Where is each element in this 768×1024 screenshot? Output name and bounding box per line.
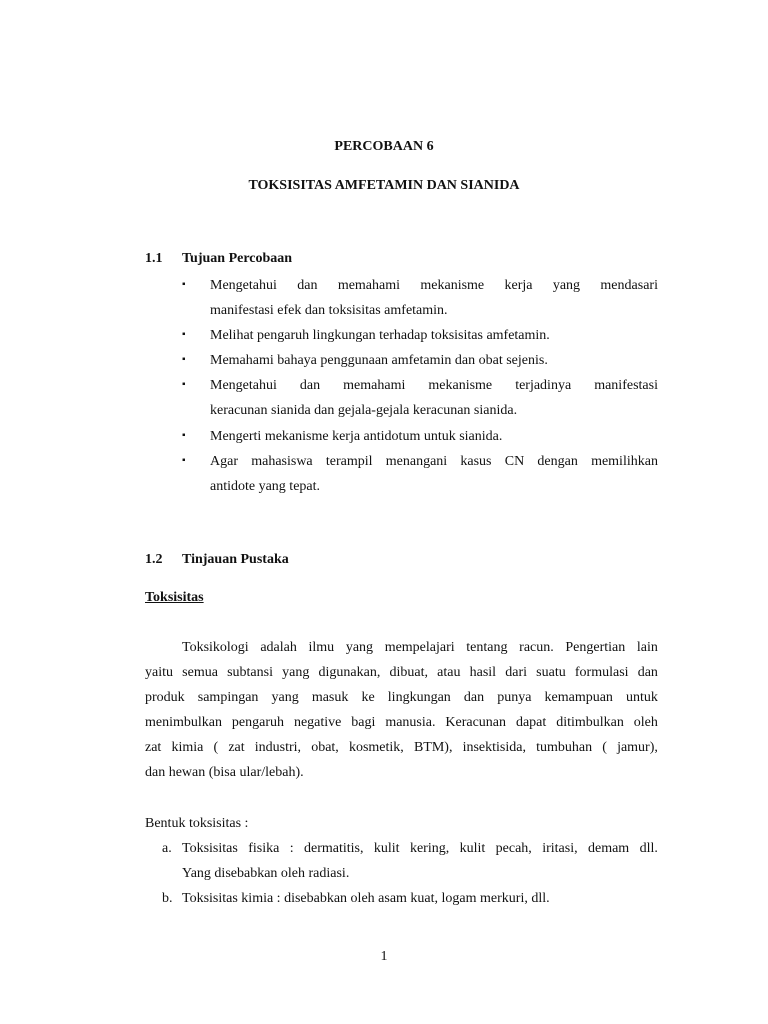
word: negative (293, 715, 342, 730)
word: masuk (311, 690, 349, 705)
word: sampingan (197, 690, 259, 705)
word: menangani (385, 454, 448, 469)
list-item-line (210, 455, 658, 469)
word: dengan (537, 454, 578, 469)
word: CN (504, 454, 525, 469)
word: semua (182, 665, 218, 680)
word: digunakan, (318, 665, 381, 680)
bullet-icon: ▪ (182, 430, 186, 441)
word: demam (587, 841, 630, 856)
section-heading: Tujuan Percobaan (182, 251, 293, 266)
word: kimia (171, 740, 204, 755)
list-item-line (182, 842, 658, 856)
list-item-line: antidote yang tepat. (210, 479, 321, 494)
word: kering, (409, 841, 450, 856)
word: mahasiswa (251, 454, 313, 469)
list-item-line: Mengerti mekanisme kerja antidotum untuk sianida. (210, 429, 503, 444)
word: manusia. (385, 715, 436, 730)
paragraph-line (145, 691, 658, 705)
section-heading: Tinjauan Pustaka (182, 552, 289, 567)
word: menimbulkan (145, 715, 222, 730)
word: yang (282, 665, 310, 680)
paragraph-line: dan hewan (bisa ular/lebah). (145, 765, 304, 780)
word: mekanisme (420, 278, 485, 293)
word: lain (636, 640, 658, 655)
word: zat (228, 740, 245, 755)
word: iritasi, (542, 841, 578, 856)
word: terampil (325, 454, 373, 469)
word: manifestasi (594, 378, 658, 393)
word: memahami (337, 278, 401, 293)
word: memahami (343, 378, 406, 393)
word: zat (145, 740, 162, 755)
word: Pengertian (565, 640, 626, 655)
word: formulasi (574, 665, 629, 680)
word: oleh (633, 715, 658, 730)
list-item-line: Yang disebabkan oleh radiasi. (182, 866, 350, 881)
word: yaitu (145, 665, 173, 680)
paragraph-line (145, 666, 658, 680)
word: yang (271, 690, 299, 705)
word: ( (213, 740, 219, 755)
forms-intro: Bentuk toksisitas : (145, 816, 249, 831)
list-item-line (210, 279, 658, 293)
page-number: 1 (380, 949, 388, 964)
experiment-label: PERCOBAAN 6 (334, 139, 434, 154)
word: obat, (311, 740, 339, 755)
word: suatu (536, 665, 566, 680)
word: insektisida, (462, 740, 526, 755)
paragraph-line (182, 641, 658, 655)
word: subtansi (227, 665, 273, 680)
word: punya (497, 690, 532, 705)
word: ditimbulkan (556, 715, 624, 730)
word: kerja (504, 278, 533, 293)
list-item-line: keracunan sianida dan gejala-gejala keracunan sianida. (210, 403, 518, 418)
word: kulit (459, 841, 486, 856)
word: lingkungan (387, 690, 451, 705)
word: ke (361, 690, 375, 705)
word: memilihkan (591, 454, 658, 469)
list-item-line: manifestasi efek dan toksisitas amfetamin. (210, 303, 448, 318)
word: kulit (373, 841, 400, 856)
bullet-icon: ▪ (182, 379, 186, 390)
word: ( (602, 740, 607, 755)
word: pengaruh (231, 715, 285, 730)
word: dan (299, 378, 321, 393)
word: Mengetahui (210, 378, 277, 393)
word: kasus (460, 454, 492, 469)
list-item-line (210, 379, 658, 393)
word: dari (505, 665, 527, 680)
word: tumbuhan (536, 740, 593, 755)
word: untuk (626, 690, 658, 705)
word: dan (463, 690, 485, 705)
section-number: 1.1 (145, 251, 163, 266)
word: dapat (515, 715, 547, 730)
word: mempelajari (384, 640, 455, 655)
word: yang (345, 640, 374, 655)
word: terjadinya (515, 378, 572, 393)
list-marker: b. (162, 891, 173, 906)
word: ilmu (308, 640, 335, 655)
paragraph-line (145, 716, 658, 730)
word: jamur), (617, 740, 658, 755)
word: dll. (639, 841, 658, 856)
word: dan (637, 665, 658, 680)
word: Mengetahui (210, 278, 277, 293)
word: yang (552, 278, 581, 293)
list-item-line: Memahami bahaya penggunaan amfetamin dan obat sejenis. (210, 353, 548, 368)
word: industri, (254, 740, 302, 755)
word: kosmetik, (348, 740, 404, 755)
word: dibuat, (389, 665, 428, 680)
word: dermatitis, (303, 841, 364, 856)
bullet-icon: ▪ (182, 455, 186, 466)
word: kemampuan (544, 690, 613, 705)
word: : (289, 841, 294, 856)
list-item-line: Melihat pengaruh lingkungan terhadap toksisitas amfetamin. (210, 328, 550, 343)
list-marker: a. (162, 841, 172, 856)
bullet-icon: ▪ (182, 329, 186, 340)
section-number: 1.2 (145, 552, 163, 567)
word: Agar (210, 454, 238, 469)
word: fisika (248, 841, 280, 856)
word: BTM), (413, 740, 453, 755)
word: adalah (260, 640, 297, 655)
subheading: Toksisitas (145, 590, 204, 605)
word: Keracunan (445, 715, 507, 730)
word: racun. (519, 640, 554, 655)
word: tentang (466, 640, 508, 655)
bullet-icon: ▪ (182, 279, 186, 290)
word: produk (145, 690, 185, 705)
word: hasil (469, 665, 497, 680)
word: mendasari (600, 278, 658, 293)
word: bagi (351, 715, 376, 730)
document-title: TOKSISITAS AMFETAMIN DAN SIANIDA (248, 178, 520, 193)
word: mekanisme (428, 378, 493, 393)
word: atau (437, 665, 461, 680)
paragraph-line (145, 741, 658, 755)
word: pecah, (495, 841, 532, 856)
word: Toksisitas (182, 841, 238, 856)
word: dan (297, 278, 318, 293)
word: Toksikologi (182, 640, 249, 655)
bullet-icon: ▪ (182, 354, 186, 365)
list-item-line: Toksisitas kimia : disebabkan oleh asam kuat, logam merkuri, dll. (182, 891, 550, 906)
